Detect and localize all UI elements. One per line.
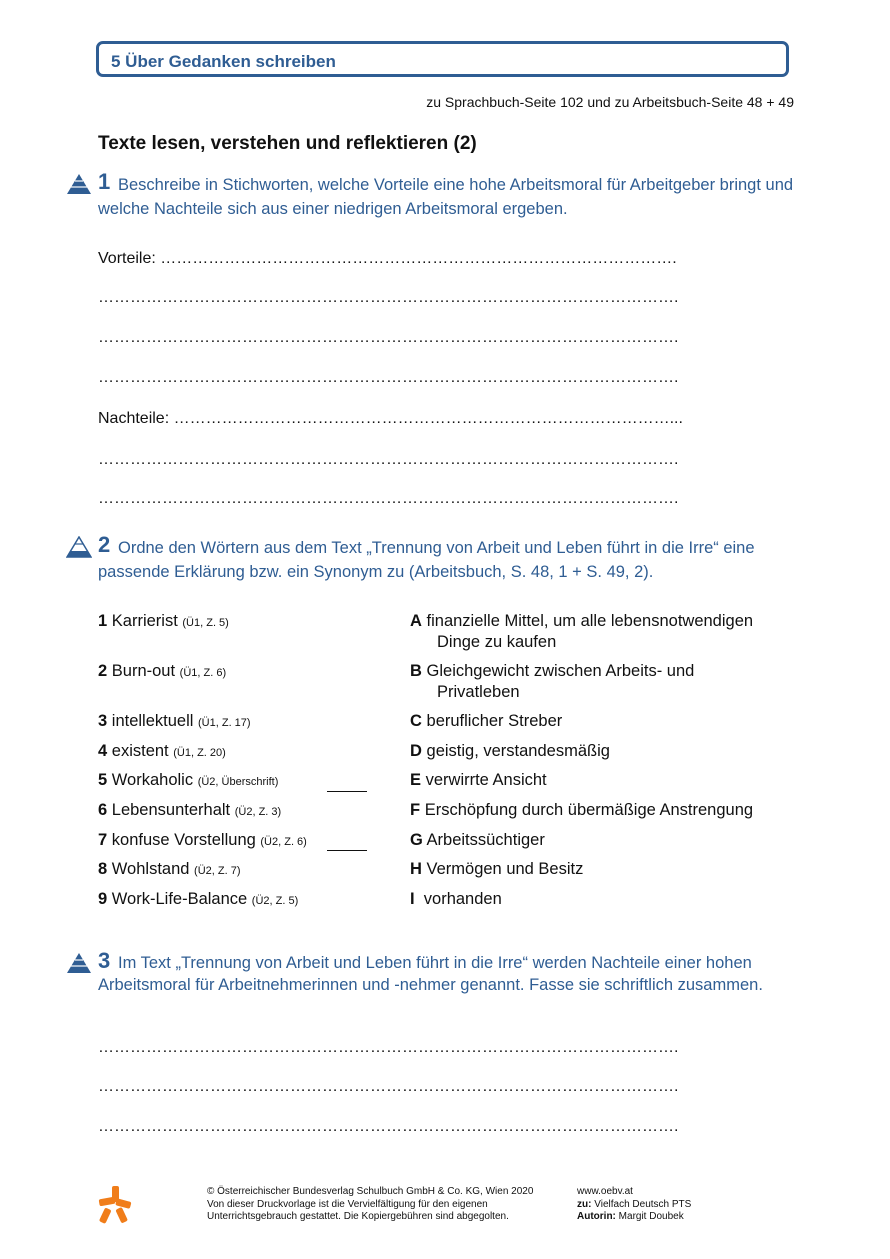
answer-line[interactable]: ……………………………………………………………………………………………….	[98, 451, 679, 468]
match-word: 5 Workaholic (Ü2, Überschrift)	[98, 771, 279, 789]
match-word: 9 Work-Life-Balance (Ü2, Z. 5)	[98, 890, 299, 908]
match-definition: D geistig, verstandesmäßig	[410, 742, 610, 760]
answer-line[interactable]: Vorteile: …………………………………………………………………………………….	[98, 250, 677, 267]
match-definition: H Vermögen und Besitz	[410, 860, 584, 878]
difficulty-triangle-icon	[66, 173, 92, 195]
task-number: 1	[98, 169, 111, 194]
answer-line[interactable]: Nachteile: …………………………………………………………………………………...	[98, 410, 683, 427]
copyright-block: © Österreichischer Bundesverlag Schulbuch GmbH & Co. KG, Wien 2020 Von dieser Druckvorlage ist die Vervielfältigung für den eigenen Unterrichtsgebrauch gestattet. Die Kopiergebühren sind abgegolten.	[207, 1186, 534, 1222]
match-word: 4 existent (Ü1, Z. 20)	[98, 742, 226, 760]
match-definition: F Erschöpfung durch übermäßige Anstrengung	[410, 801, 754, 819]
match-definition-cont: Privatleben	[437, 683, 520, 701]
match-word: 6 Lebensunterhalt (Ü2, Z. 3)	[98, 801, 282, 819]
task-instruction: Im Text „Trennung von Arbeit und Leben führt in die Irre“ werden Nachteile einer hohen Arbeitsmoral für Arbeitnehmerinnen und -nehmer genannt. Fasse sie schriftlich zusammen.	[98, 954, 763, 994]
answer-line[interactable]: ……………………………………………………………………………………………….	[98, 369, 679, 386]
answer-line[interactable]: ……………………………………………………………………………………………….	[98, 490, 679, 507]
match-definition: B Gleichgewicht zwischen Arbeits- und	[410, 662, 695, 680]
match-definition: I vorhanden	[410, 890, 502, 908]
match-definition: G Arbeitssüchtiger	[410, 831, 545, 849]
task-instruction: Beschreibe in Stichworten, welche Vorteile eine hohe Arbeitsmoral für Arbeitgeber bringt und welche Nachteile sich aus einer niedrigen Arbeitsmoral ergeben.	[98, 176, 794, 218]
difficulty-triangle-icon	[66, 536, 92, 558]
answer-line[interactable]: ……………………………………………………………………………………………….	[98, 1118, 679, 1135]
nachteile-label: Nachteile:	[98, 410, 170, 427]
chapter-title: 5 Über Gedanken schreiben	[111, 52, 336, 71]
answer-line[interactable]: ……………………………………………………………………………………………….	[98, 1039, 679, 1056]
vorteile-label: Vorteile:	[98, 250, 156, 267]
difficulty-triangle-icon	[66, 952, 92, 974]
answer-line[interactable]: ……………………………………………………………………………………………….	[98, 329, 679, 346]
match-word: 8 Wohlstand (Ü2, Z. 7)	[98, 860, 241, 878]
task-number: 3	[98, 948, 111, 973]
answer-line[interactable]: ……………………………………………………………………………………………….	[98, 1078, 679, 1095]
task-instruction: Ordne den Wörtern aus dem Text „Trennung von Arbeit und Leben führt in die Irre“ eine passende Erklärung bzw. ein Synonym zu (Arbeitsbuch, S. 48, 1 + S. 49, 2).	[98, 539, 755, 581]
match-word: 2 Burn-out (Ü1, Z. 6)	[98, 662, 227, 680]
chapter-header	[96, 41, 789, 77]
publisher-info: www.oebv.at zu: Vielfach Deutsch PTS Autorin: Margit Doubek	[577, 1186, 692, 1222]
book-reference: zu Sprachbuch-Seite 102 und zu Arbeitsbuch-Seite 48 + 49	[426, 94, 794, 110]
task-1	[64, 169, 794, 221]
match-definition-cont: Dinge zu kaufen	[437, 633, 557, 651]
page-title: Texte lesen, verstehen und reflektieren (2)	[98, 133, 477, 154]
answer-line[interactable]: ……………………………………………………………………………………………….	[98, 289, 679, 306]
match-definition: C beruflicher Streber	[410, 712, 563, 730]
answer-blank[interactable]	[327, 838, 367, 851]
match-word: 3 intellektuell (Ü1, Z. 17)	[98, 712, 251, 730]
match-definition: E verwirrte Ansicht	[410, 771, 547, 789]
website[interactable]: www.oebv.at	[577, 1186, 633, 1197]
match-definition: A finanzielle Mittel, um alle lebensnotwendigen	[410, 612, 754, 630]
publisher-logo-icon	[96, 1184, 134, 1224]
match-word: 1 Karrierist (Ü1, Z. 5)	[98, 612, 229, 630]
match-word: 7 konfuse Vorstellung (Ü2, Z. 6)	[98, 831, 307, 849]
task-2	[64, 532, 794, 584]
answer-blank[interactable]	[327, 779, 367, 792]
task-number: 2	[98, 532, 111, 557]
task-3	[64, 948, 794, 996]
